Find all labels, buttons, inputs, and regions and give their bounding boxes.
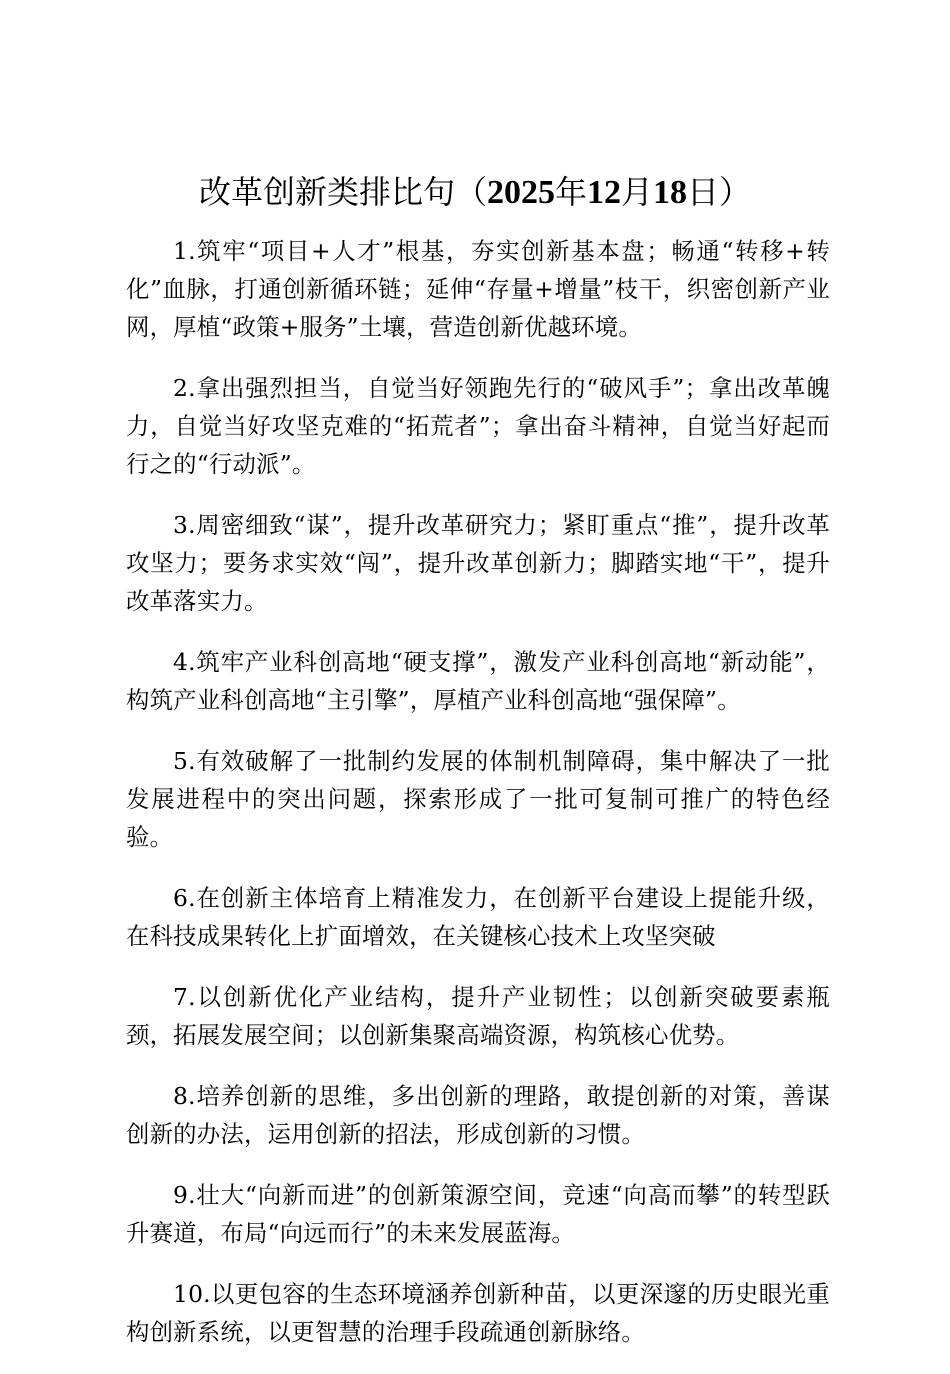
title-month: 12 bbox=[587, 174, 621, 211]
title-suffix: 日） bbox=[687, 173, 752, 211]
document-body bbox=[126, 232, 830, 1374]
title-prefix: 改革创新类排比句（ bbox=[198, 173, 487, 211]
paragraph-6: 6.在创新主体培育上精准发力，在创新平台建设上提能升级，在科技成果转化上扩面增效，在关键核心技术上攻坚突破 bbox=[126, 884, 830, 950]
title-day: 18 bbox=[653, 174, 688, 211]
paragraph-2: 2.拿出强烈担当，自觉当好领跑先行的“破风手”；拿出改革魄力，自觉当好攻坚克难的“拓荒者”；拿出奋斗精神，自觉当好起而行之的“行动派”。 bbox=[126, 374, 830, 478]
title-year: 2025 bbox=[486, 174, 555, 211]
document-title bbox=[0, 168, 950, 217]
paragraph-4: 4.筑牢产业科创高地“硬支撑”，激发产业科创高地“新动能”，构筑产业科创高地“主引擎”，厚植产业科创高地“强保障”。 bbox=[126, 648, 830, 714]
paragraph-9: 9.壮大“向新而进”的创新策源空间，竞速“向高而攀”的转型跃升赛道，布局“向远而行”的未来发展蓝海。 bbox=[126, 1181, 830, 1247]
paragraph-5: 5.有效破解了一批制约发展的体制机制障碍，集中解决了一批发展进程中的突出问题，探索形成了一批可复制可推广的特色经验。 bbox=[126, 747, 830, 851]
paragraph-8: 8.培养创新的思维，多出创新的理路，敢提创新的对策，善谋创新的办法，运用创新的招法，形成创新的习惯。 bbox=[126, 1082, 830, 1148]
paragraph-7: 7.以创新优化产业结构，提升产业韧性；以创新突破要素瓶颈，拓展发展空间；以创新集聚高端资源，构筑核心优势。 bbox=[126, 983, 830, 1049]
paragraph-10: 10.以更包容的生态环境涵养创新种苗，以更深邃的历史眼光重构创新系统，以更智慧的治理手段疏通创新脉络。 bbox=[126, 1280, 830, 1346]
paragraph-1: 1.筑牢“项目+人才”根基，夯实创新基本盘；畅通“转移+转化”血脉，打通创新循环链；延伸“存量+增量”枝干，织密创新产业网，厚植“政策+服务”土壤，营造创新优越环境。 bbox=[126, 237, 830, 341]
title-year-unit: 年 bbox=[554, 173, 587, 211]
paragraph-3: 3.周密细致“谋”，提升改革研究力；紧盯重点“推”，提升改革攻坚力；要务求实效“闯”，提升改革创新力；脚踏实地“干”，提升改革落实力。 bbox=[126, 511, 830, 615]
title-month-unit: 月 bbox=[621, 173, 654, 211]
